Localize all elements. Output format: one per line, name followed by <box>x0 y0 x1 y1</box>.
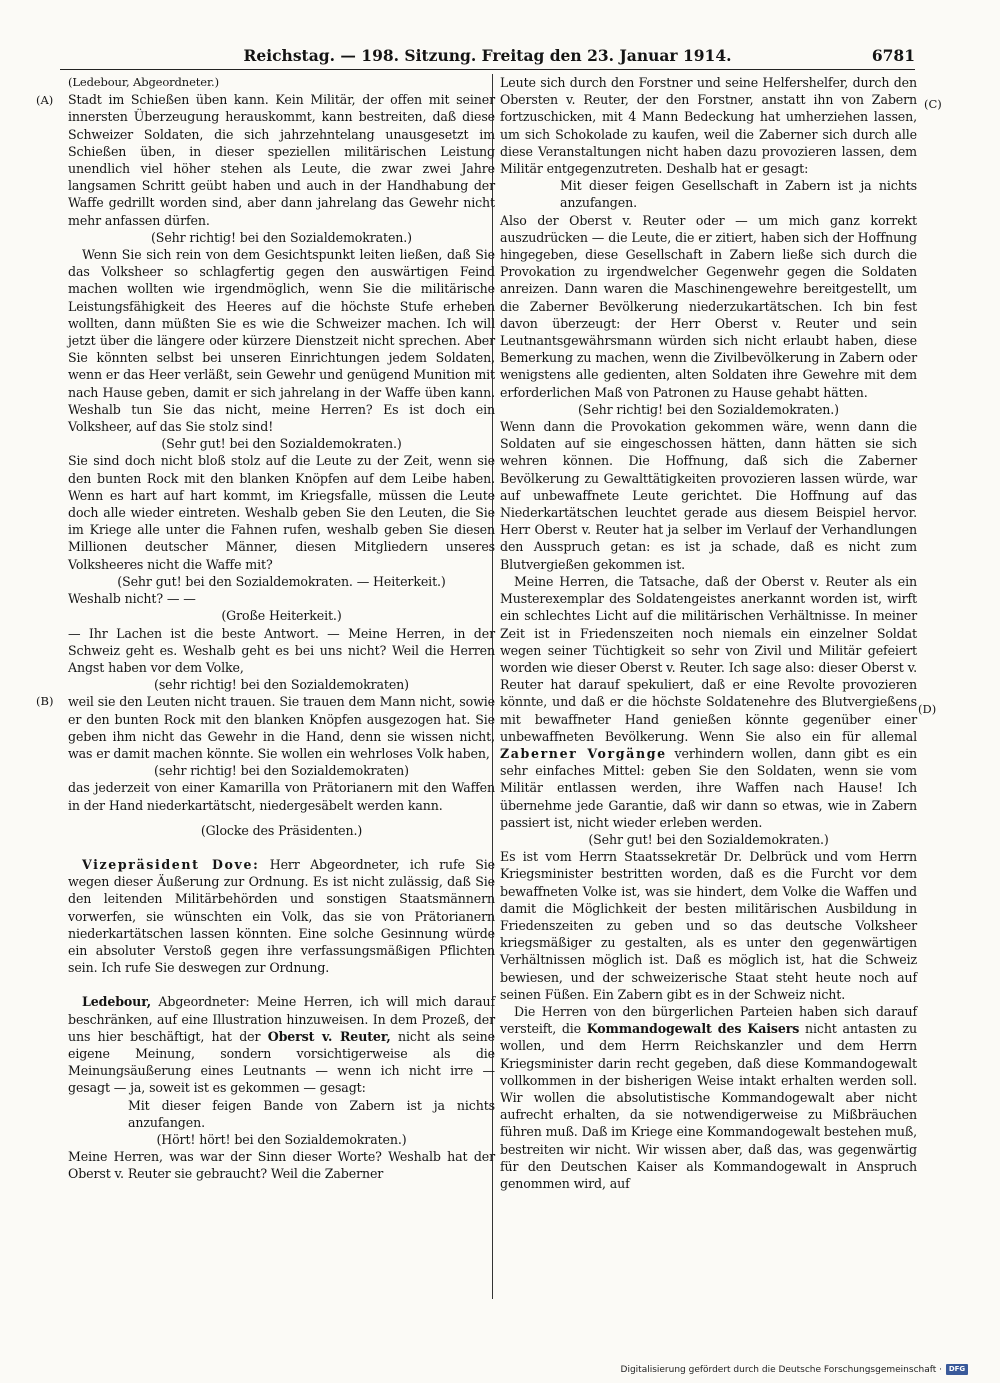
paragraph-vizepraesident: Vizepräsident Dove: Herr Abgeordneter, ich rufe Sie wegen dieser Äußerung zur Ordnung. Es ist nicht zulässig, daß Sie den leitenden Militärbehörden und sonstigen Staatsmännern vorwerfen, sie wünschten ein Volk, das sie von Prätorianern niederkartätschen lassen könnten. Eine solche Gesinnung würde ein absoluter Verstoß gegen ihre verfassungsmäßigen Pflichten sein. Ich rufe Sie deswegen zur Ordnung. <box>68 856 496 976</box>
interjection: (Sehr richtig! bei den Sozialdemokraten.) <box>151 229 412 245</box>
paragraph: — Ihr Lachen ist die beste Antwort. — Meine Herren, in der Schweiz geht es. Weshalb geht es bei uns nicht? Weil die Herren Angst haben vor dem Volke, <box>68 625 495 675</box>
paragraph: Stadt im Schießen üben kann. Kein Militär, der offen mit seiner innersten Überzeugung herauskommt, kann bestreiten, daß diese Schweizer Soldaten, die sich jahrzehntelang unausgesetzt im Schießen üben, in dieser speziellen militärischen Leistung unendlich viel höher stehen als Leute, die zwar zwei Jahre langsamen Schritt geübt haben und auch in der Handhabung der Waffe gedrillt worden sind, aber dann jahrelang das Gewehr nicht mehr anfassen dürfen. <box>68 92 495 228</box>
speaker-name: Ledebour, <box>82 994 152 1010</box>
page-number: 6781 <box>871 46 915 65</box>
interjection: (Sehr richtig! bei den Sozialdemokraten.) <box>578 401 839 417</box>
emphasis: Zaberner Vorgänge <box>500 745 667 761</box>
paragraph: Leute sich durch den Forstner und seine Helfershelfer, durch den Obersten v. Reuter, der den Forstner, anstatt ihn von Zabern fortzuschicken, mit 4 Mann Bedeckung hat umherziehen lassen, um sich Schokolade zu kaufen, weil die Zaberner sich durch alle diese Veranstaltungen nicht haben dazu provozieren lassen, dem Militär entgegenzutreten. Deshalb hat er gesagt: <box>500 75 917 177</box>
paragraph: Wenn Sie sich rein von dem Gesichtspunkt leiten ließen, daß Sie das Volksheer so schlagfertig gegen den auswärtigen Feind machen wollten wie irgendmöglich, wenn Sie die militärische Leistungsfähigkeit des Heeres auf die höchste Stufe erheben wollten, dann müßten Sie es wie die Schweizer machen. Ich will jetzt über die längere oder kürzere Dienstzeit nicht sprechen. Aber Sie könnten selbst bei unseren Einrichtungen jedem Soldaten, wenn er das Heer verläßt, sein Gewehr und genügend Munition mit nach Hause geben, damit er sich jahrelang in der Waffe üben kann. Weshalb tun Sie das nicht, meine Herren? Es ist doch ein Volksheer, auf das Sie stolz sind! <box>68 247 495 435</box>
margin-marker-b: (B) <box>36 694 54 708</box>
emphasis: Kommandogewalt des Kaisers <box>586 1021 800 1037</box>
paragraph: Sie sind doch nicht bloß stolz auf die Leute zu der Zeit, wenn sie den bunten Rock mit den blanken Knöpfen auf dem Leibe haben. Wenn es hart auf hart kommt, im Kriegsfalle, müssen die Leute doch alle wieder eintreten. Weshalb geben Sie den Leuten, die Sie im Kriege alle unter die Fahnen rufen, weshalb geben Sie diesen Millionen deutscher Männer, diesen Mitgliedern unseres Volksheeres nicht die Waffe mit? <box>68 453 495 572</box>
quotation: Mit dieser feigen Bande von Zabern ist ja nichts anzufangen. <box>128 1097 495 1130</box>
quotation: Mit dieser feigen Gesellschaft in Zabern ist ja nichts anzufangen. <box>560 178 917 211</box>
paragraph: Es ist vom Herrn Staatssekretär Dr. Delbrück und vom Herrn Kriegsminister bestritten worden, daß es die Furcht vor dem bewaffneten Volke ist, was sie hindert, dem Volke die Waffen und damit die Möglichkeit der besten militärischen Ausbildung in Friedenszeiten zu geben und so das deutsche Volksheer kriegsmäßiger zu gestalten, als es unter den gegenwärtigen Verhältnissen möglich ist. Daß es möglich ist, hat die Schweiz bewiesen, und der schweizerische Staat steht heute noch auf seinen Füßen. Ein Zabern gibt es in der Schweiz nicht. <box>500 849 917 1002</box>
paragraph: Die Herren von den bürgerlichen Parteien haben sich darauf versteift, die Kommandogewalt des Kaisers nicht antasten zu wollen, und dem Herrn Reichskanzler und dem Herrn Kriegsminister darin recht gegeben, daß diese Kommandogewalt vollkommen in der bisherigen Weise intakt erhalten werden soll. Wir wollen die absolutistische Kommandogewalt aber nicht aufrecht erhalten, da sie notwendigerweise zu Mißbräuchen führen muß. Daß im Kriege eine Kommandogewalt bestehen muß, bestreiten wir nicht. Wir wissen aber, daß das, was gegenwärtig für den Deutschen Kaiser als Kommandogewalt in Anspruch genommen wird, auf <box>500 1003 917 1191</box>
interjection: (sehr richtig! bei den Sozialdemokraten) <box>154 763 409 779</box>
page-header <box>60 46 915 66</box>
interjection: (Glocke des Präsidenten.) <box>200 822 363 838</box>
footer <box>621 1364 968 1375</box>
emphasis: Oberst v. Reuter, <box>267 1028 391 1044</box>
paragraph-ledebour: Ledebour, Abgeordneter: Meine Herren, ich will mich darauf beschränken, auf eine Illustration hinzuweisen. In dem Prozeß, der uns hier beschäftigt, hat der Oberst v. Reuter, nicht als seine eigene Meinung, sondern vorsichtigerweise als die Meinungsäußerung eines Leutnants — wenn ich nicht irre — gesagt — ja, soweit ist es gekommen — gesagt: <box>68 994 496 1096</box>
margin-marker-a: (A) <box>36 93 54 107</box>
speaker-continuation-head: (Ledebour, Abgeordneter.) <box>68 75 219 89</box>
interjection: (Hört! hört! bei den Sozialdemokraten.) <box>156 1131 407 1147</box>
interjection: (sehr richtig! bei den Sozialdemokraten) <box>154 677 409 693</box>
margin-marker-d: (D) <box>918 702 937 716</box>
interjection: (Sehr gut! bei den Sozialdemokraten. — Heiterkeit.) <box>117 573 446 589</box>
right-column <box>500 74 917 1192</box>
running-head: Reichstag. — 198. Sitzung. Freitag den 23. Januar 1914. <box>243 46 732 65</box>
paragraph: das jederzeit von einer Kamarilla von Prätorianern mit den Waffen in der Hand niederkartätscht, niedergesäbelt werden kann. <box>68 780 495 813</box>
interjection: (Große Heiterkeit.) <box>221 608 342 624</box>
speaker-name: Vizepräsident Dove: <box>82 856 260 872</box>
margin-marker-c: (C) <box>924 97 942 111</box>
paragraph: Also der Oberst v. Reuter oder — um mich ganz korrekt auszudrücken — die Leute, die er zitiert, haben sich der Hoffnung hingegeben, diese Gesellschaft in Zabern ließe sich durch die Provokation zu irgendwelcher Gegenwehr gegen die Soldaten anreizen. Dann waren die Maschinengewehre bereitgestellt, um die Zaberner Bevölkerung niederzukartätschen. Ich bin fest davon überzeugt: der Herr Oberst v. Reuter und sein Leutnantsgewährsmann würden sich nicht erlaubt haben, diese Bemerkung zu machen, wenn die Zivilbevölkerung in Zabern oder wenigstens alle gedienten, alten Soldaten ihre Gewehre mit dem erforderlichen Maß von Patronen zu Hause gehabt hätten. <box>500 212 917 400</box>
interjection: (Sehr gut! bei den Sozialdemokraten.) <box>588 831 829 847</box>
footer-credit: Digitalisierung gefördert durch die Deutsche Forschungsgemeinschaft · <box>620 1364 942 1375</box>
left-column <box>68 74 495 1183</box>
paragraph: weil sie den Leuten nicht trauen. Sie trauen dem Mann nicht, sowie er den bunten Rock mit den blanken Knöpfen ausgezogen hat. Sie geben ihm nicht das Gewehr in die Hand, denn sie wissen nicht, was er damit machen könnte. Sie wollen ein wehrloses Volk haben, <box>68 694 495 761</box>
paragraph: Meine Herren, was war der Sinn dieser Worte? Weshalb hat der Oberst v. Reuter sie gebraucht? Weil die Zaberner <box>68 1149 495 1182</box>
interjection: (Sehr gut! bei den Sozialdemokraten.) <box>161 436 402 452</box>
dfg-logo: DFG <box>946 1364 968 1375</box>
paragraph: Wenn dann die Provokation gekommen wäre, wenn dann die Soldaten auf sie eingeschossen hätten, dann hätten sie sich wehren können. Die Hoffnung, daß sich die Zaberner Bevölkerung zu Gewalttätigkeiten provozieren lassen würde, war auf unbewaffnete Leute gerichtet. Die Hoffnung auf das Niederkartätschen leuchtet gerade aus diesem Beispiel hervor. Herr Oberst v. Reuter hat ja selber im Verlauf der Verhandlungen den Ausspruch getan: es ist ja schade, daß es nicht zum Blutvergießen gekommen ist. <box>500 419 917 572</box>
paragraph: Meine Herren, die Tatsache, daß der Oberst v. Reuter als ein Musterexemplar des Soldatengeistes anerkannt worden ist, wirft ein schlechtes Licht auf die militärischen Verhältnisse. In meiner Zeit ist in Friedenszeiten noch niemals ein einzelner Soldat wegen seiner Tüchtigkeit so sehr von Zivil und Militär gefeiert worden wie dieser Oberst v. Reuter. Ich sage also: dieser Oberst v. Reuter hat darauf spekuliert, daß er eine Revolte provozieren könnte, und daß er die höchste Soldatenehre des Blutvergießens mit bewaffneter Hand genießen könnte gegenüber einer unbewaffneten Bevölkerung. Wenn Sie also ein für allemal Zaberner Vorgänge verhindern wollen, dann gibt es ein sehr einfaches Mittel: geben Sie den Soldaten, wenn sie vom Militär entlassen werden, ihre Waffen nach Hause! Ich übernehme jede Garantie, daß wir dann so etwas, wie in Zabern passiert ist, nicht wieder erleben werden. <box>500 573 917 830</box>
paragraph: Weshalb nicht? — — <box>68 591 196 607</box>
header-rule <box>60 69 915 70</box>
